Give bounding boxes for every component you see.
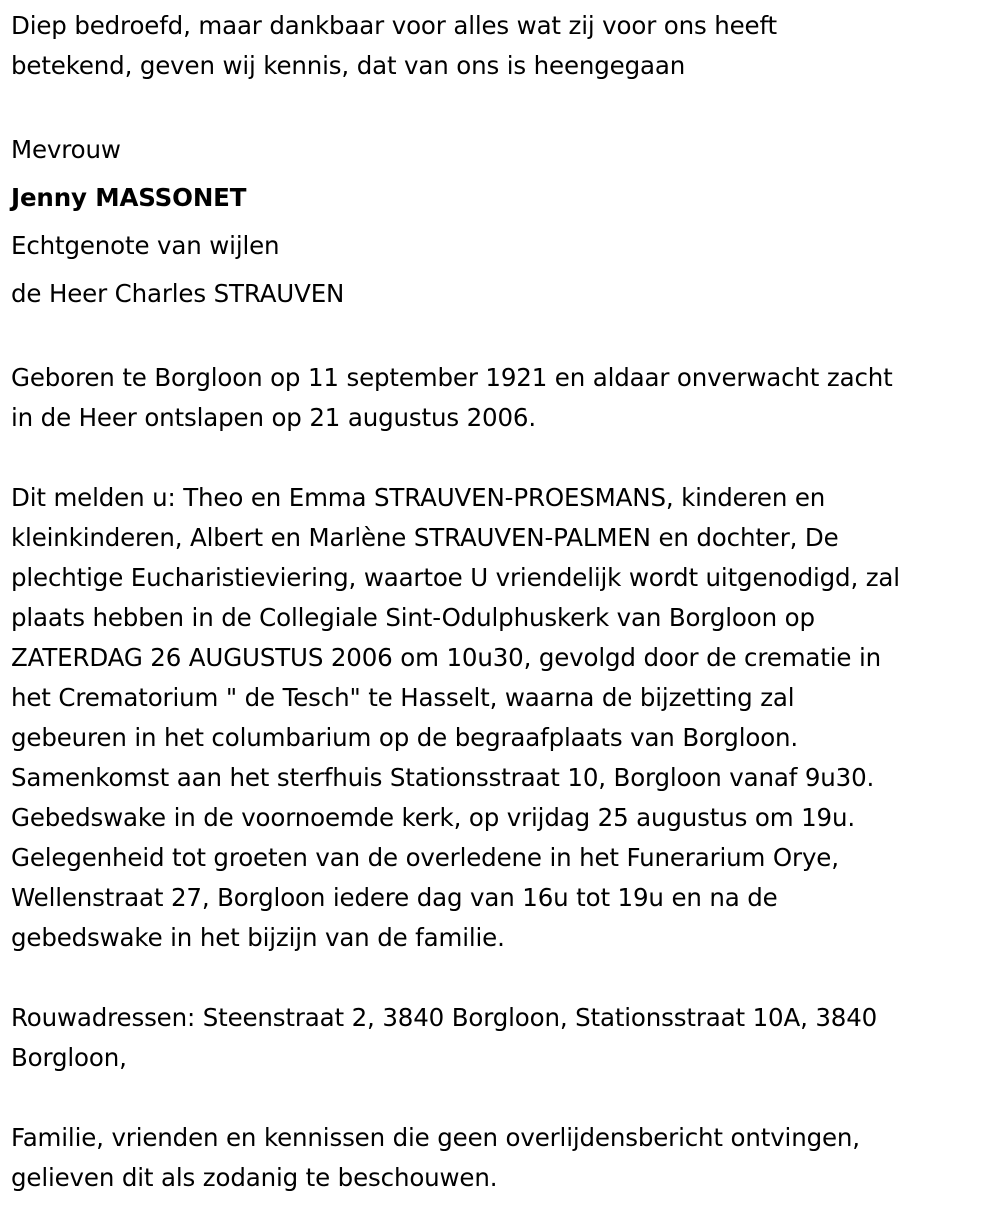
- announcement-line: Gebedswake in de voornoemde kerk, op vrijdag 25 augustus om 19u.: [11, 803, 855, 832]
- obituary-document: [11, 6, 996, 1198]
- relation-line: Echtgenote van wijlen: [11, 231, 280, 260]
- paragraph-gap: [11, 318, 996, 358]
- deceased-block: [11, 126, 996, 318]
- intro-line: betekend, geven wij kennis, dat van ons is heengegaan: [11, 51, 686, 80]
- paragraph-gap: [11, 438, 996, 478]
- closing-line: Familie, vrienden en kennissen die geen overlijdensbericht ontvingen,: [11, 1123, 860, 1152]
- addresses-paragraph: [11, 998, 996, 1078]
- announcement-line: Wellenstraat 27, Borgloon iedere dag van 16u tot 19u en na de: [11, 883, 778, 912]
- closing-paragraph: [11, 1118, 996, 1198]
- closing-line: gelieven dit als zodanig te beschouwen.: [11, 1163, 498, 1192]
- address-line: Rouwadressen: Steenstraat 2, 3840 Borgloon, Stationsstraat 10A, 3840: [11, 1003, 878, 1032]
- birth-death-paragraph: [11, 358, 996, 438]
- paragraph-gap: [11, 958, 996, 998]
- relation-line: de Heer Charles STRAUVEN: [11, 279, 345, 308]
- announcement-line: kleinkinderen, Albert en Marlène STRAUVEN-PALMEN en dochter, De: [11, 523, 839, 552]
- intro-line: Diep bedroefd, maar dankbaar voor alles wat zij voor ons heeft: [11, 11, 777, 40]
- intro-paragraph: [11, 6, 996, 86]
- birth-death-line: Geboren te Borgloon op 11 september 1921 en aldaar onverwacht zacht: [11, 363, 893, 392]
- announcement-line: plaats hebben in de Collegiale Sint-Odulphuskerk van Borgloon op: [11, 603, 815, 632]
- announcement-line: Dit melden u: Theo en Emma STRAUVEN-PROESMANS, kinderen en: [11, 483, 826, 512]
- birth-death-line: in de Heer ontslapen op 21 augustus 2006.: [11, 403, 536, 432]
- paragraph-gap: [11, 1078, 996, 1118]
- announcement-line: gebedswake in het bijzijn van de familie.: [11, 923, 505, 952]
- announcement-line: het Crematorium " de Tesch" te Hasselt, waarna de bijzetting zal: [11, 683, 795, 712]
- announcement-line: gebeuren in het columbarium op de begraafplaats van Borgloon.: [11, 723, 799, 752]
- paragraph-gap: [11, 86, 996, 126]
- address-line: Borgloon,: [11, 1043, 127, 1072]
- announcement-line: Samenkomst aan het sterfhuis Stationsstraat 10, Borgloon vanaf 9u30.: [11, 763, 875, 792]
- announcement-line: plechtige Eucharistieviering, waartoe U vriendelijk wordt uitgenodigd, zal: [11, 563, 900, 592]
- announcement-line: ZATERDAG 26 AUGUSTUS 2006 om 10u30, gevolgd door de crematie in: [11, 643, 881, 672]
- salutation: Mevrouw: [11, 135, 121, 164]
- announcement-paragraph: [11, 478, 996, 958]
- deceased-name: Jenny MASSONET: [11, 183, 247, 212]
- announcement-line: Gelegenheid tot groeten van de overledene in het Funerarium Orye,: [11, 843, 839, 872]
